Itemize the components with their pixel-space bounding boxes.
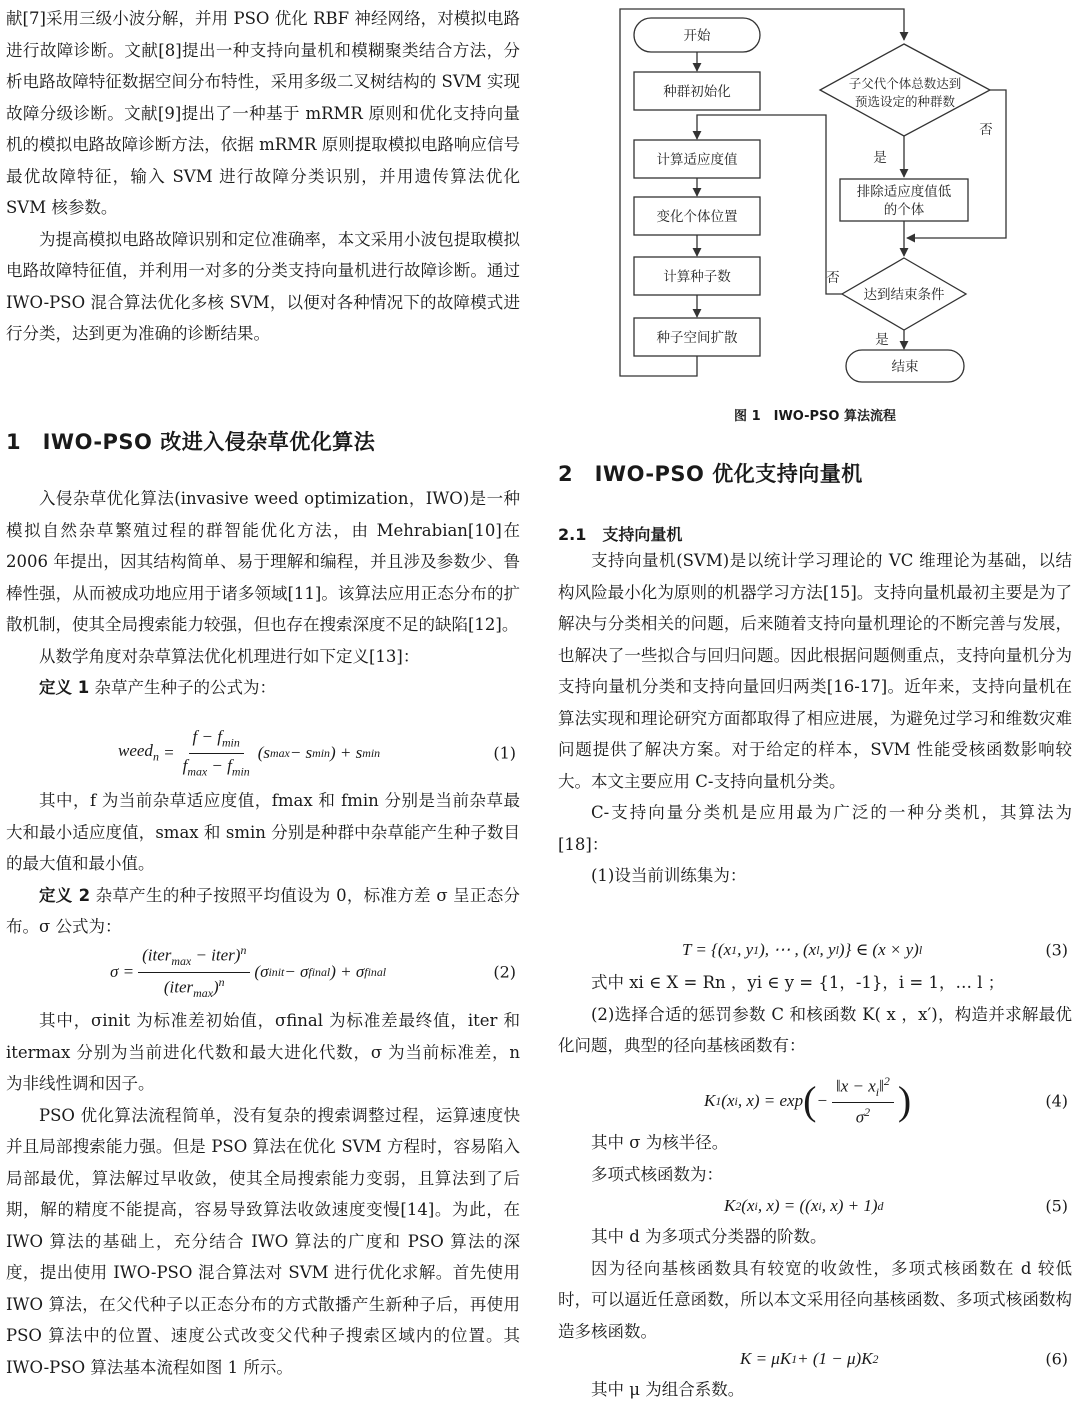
equation-4: K 1 (x i , x) = exp ( − $\frac{‖x - x_i‖^2}{\sigma^2}$ ) (4) xyxy=(704,1074,1068,1127)
flow-spread-label: 种子空间扩散 xyxy=(656,330,738,346)
sigma-paragraph: 其中 σ 为核半径。 xyxy=(591,1133,729,1152)
flow-no1-label: 否 xyxy=(979,122,993,138)
flow-remove-line2: 的个体 xyxy=(883,202,925,218)
section-2-1-title: 2.1 支持向量机 xyxy=(558,525,683,544)
intro-paragraph: 献[7]采用三级小波分解，并用 PSO 优化 RBF 神经网络，对模拟电路进行故障诊断。文献[8]提出一种支持向量机和模糊聚类结合方法，分析电路故障特征数据空间分布特性，采用多级二叉树结构的 SVM 实现故障分级诊断。文献[9]提出了一种基于 mRMR 原则和优化支持向量机的模拟电路故障诊断方法，依据 mRMR 原则提取模拟电路响应信号最优故障特征，输入 SVM 进行故障分类识别，并用遗传算法优化 SVM 核参数。 xyxy=(6,9,520,217)
after-eq2-paragraph: 其中，σinit 为标准差初始值，σfinal 为标准差最终值，iter 和 itermax 分别为当前进化代数和最大进化代数，σ 为当前标准差，n 为非线性调和因子。 xyxy=(6,1011,520,1093)
equation-1-number: (1) xyxy=(493,743,516,763)
equation-2: σ = $\frac{(iter_{max} - iter)^n}{(iter_{max})^n}$ (σ init − σ final ) + σ final (2) xyxy=(110,943,516,1000)
iwo-paragraph: 入侵杂草优化算法(invasive weed optimization，IWO)是一种模拟自然杂草繁殖过程的群智能优化方法，由 Mehrabian[10]在 2006 年提出，因其结构简单、易于理解和编程，并且涉及参数少、鲁棒性强，从而被成功地应用于诸多领域[11]。该算法应用正态分布的扩散机制，使其全局搜索能力较强，但也存在搜索深度不足的缺陷[12]。 xyxy=(6,489,520,634)
where-3: 式中 xi ∈ X = Rn ，yi ∈ y = {1，-1}，i = 1，… l ； xyxy=(591,973,1005,992)
flow-cond1-line2: 预选设定的种群数 xyxy=(854,94,956,109)
multi-kernel-paragraph: 因为径向基核函数具有较宽的收敛性，多项式核函数在 d 较低时，可以逼近任意函数，所以本文采用径向基核函数、多项式核函数构造多核函数。 xyxy=(558,1258,1072,1341)
flow-cond2-label: 达到结束条件 xyxy=(863,287,945,303)
mu-paragraph: 其中 μ 为组合系数。 xyxy=(591,1380,745,1399)
equation-1: weed$_n$ = $\frac{f - f_{min}}{f_{max} - f_{min}}$ (s max − s min ) + s min (1) xyxy=(118,727,516,778)
flow-mutate-label: 变化个体位置 xyxy=(656,209,738,225)
section-2-title: 2 IWO-PSO 优化支持向量机 xyxy=(558,462,863,486)
equation-6-number: (6) xyxy=(1045,1349,1068,1369)
pso-paragraph: PSO 优化算法流程简单，没有复杂的搜索调整过程，运算速度快并且局部搜索能力强。但是 PSO 算法在优化 SVM 方程时，容易陷入局部最优，算法解过早收敛，使其全局搜索能力变弱，且算法到了后期，解的精度不能提高，容易导致算法收敛速度变慢[14]。为此，在 IWO 算法的基础上，充分结合 IWO 算法的广度和 PSO 算法的深度，提出使用 IWO-PSO 混合算法对 SVM 进行优化求解。首先使用 IWO 算法，在父代种子以正态分布的方式散播产生新种子后，再使用 PSO 算法中的位置、速度公式改变父代种子搜索区域内的位置。其 IWO-PSO 算法基本流程如图 1 所示。 xyxy=(6,1105,520,1377)
step-1: (1)设当前训练集为： xyxy=(591,866,747,885)
math-definition-intro: 从数学角度对杂草算法优化机理进行如下定义[13]： xyxy=(39,646,420,666)
flow-seeds-label: 计算种子数 xyxy=(663,269,731,285)
flow-no2-label: 否 xyxy=(826,270,840,286)
flowchart-figure xyxy=(558,0,1072,400)
flow-fitness-label: 计算适应度值 xyxy=(656,152,738,168)
definition-2 xyxy=(6,880,520,943)
purpose-paragraph: 为提高模拟电路故障识别和定位准确率，本文采用小波包提取模拟电路故障特征值，并利用一对多的分类支持向量机进行故障诊断。通过 IWO-PSO 混合算法优化多核 SVM，以便对各种情况下的故障模式进行分类，达到更为准确的诊断结果。 xyxy=(6,229,520,343)
step-2: (2)选择合适的惩罚参数 C 和核函数 K( x ，x′)，构造并求解最优化问题，典型的径向基核函数有： xyxy=(558,1004,1072,1055)
definition-1-text: 杂草产生种子的公式为： xyxy=(94,678,276,697)
poly-paragraph: 多项式核函数为： xyxy=(591,1164,723,1184)
equation-3: T = {(x 1 , y 1 ), ⋯ , (x l , y l )} ∈ (x × y) l (3) xyxy=(682,940,1068,960)
flow-cond1-line1: 子父代个体总数达到 xyxy=(848,76,962,91)
flow-yes2-label: 是 xyxy=(875,332,889,348)
definition-1 xyxy=(6,672,520,704)
section-1-title: 1 IWO-PSO 改进入侵杂草优化算法 xyxy=(6,430,376,454)
definition-2-text: 杂草产生的种子按照平均值设为 0，标准方差 σ 呈正态分布。σ 公式为： xyxy=(6,885,520,936)
csvm-paragraph: C-支持向量分类机是应用最为广泛的一种分类机，其算法为[18]： xyxy=(558,803,1072,854)
flow-remove-line1: 排除适应度值低 xyxy=(856,184,952,200)
svm-paragraph: 支持向量机(SVM)是以统计学习理论的 VC 维理论为基础，以结构风险最小化为原则的机器学习方法[15]。支持向量机最初主要是为了解决与分类相关的问题，后来随着支持向量机理论的不断完善与发展，也解决了一些拟合与回归问题。因此根据问题侧重点，支持向量机分为支持向量机分类和支持向量回归两类[16-17]。近年来，支持向量机在算法实现和理论研究方面都取得了相应进展，为避免过学习和维数灾难问题提供了解决方案。对于给定的样本，SVM 性能受核函数影响较大。本文主要应用 C-支持向量机分类。 xyxy=(558,551,1072,791)
after-eq1-paragraph: 其中，f 为当前杂草适应度值，fmax 和 fmin 分别是当前杂草最大和最小适应度值，smax 和 smin 分别是种群中杂草能产生种子数目的最大值和最小值。 xyxy=(6,791,520,873)
flow-yes1-label: 是 xyxy=(873,150,887,166)
equation-5: K 2 (x i , x) = ((x i , x) + 1) d (5) xyxy=(724,1196,1068,1216)
d-paragraph: 其中 d 为多项式分类器的阶数。 xyxy=(591,1227,827,1246)
definition-1-label: 定义 1 xyxy=(39,678,90,697)
flow-end-label: 结束 xyxy=(891,359,919,375)
equation-2-number: (2) xyxy=(493,962,516,982)
flow-start-label: 开始 xyxy=(683,28,711,44)
equation-3-number: (3) xyxy=(1045,940,1068,960)
flow-init-label: 种群初始化 xyxy=(663,84,731,100)
equation-6: K = μK 1 + (1 − μ)K 2 (6) xyxy=(740,1349,1068,1369)
equation-4-number: (4) xyxy=(1045,1091,1068,1111)
definition-2-label: 定义 2 xyxy=(39,885,91,905)
figure-1-caption: 图 1 IWO-PSO 算法流程 xyxy=(734,409,896,424)
equation-5-number: (5) xyxy=(1045,1196,1068,1216)
